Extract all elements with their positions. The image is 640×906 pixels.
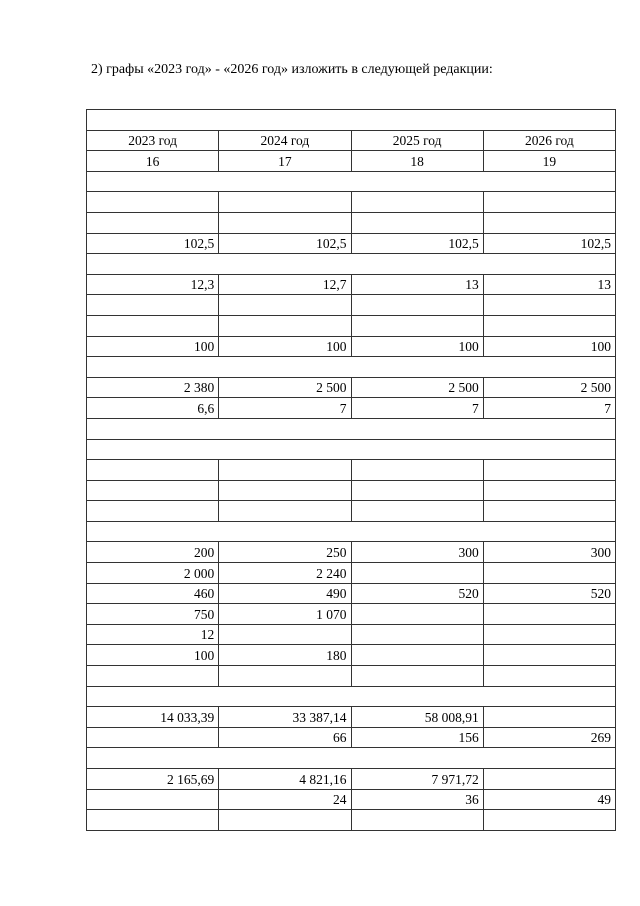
section-row bbox=[87, 521, 616, 542]
table-row bbox=[87, 398, 616, 419]
table-cell bbox=[351, 666, 483, 687]
header-2023: 2023 год bbox=[87, 130, 219, 151]
table-cell: 36 bbox=[351, 789, 483, 810]
section-row bbox=[87, 254, 616, 275]
table-row bbox=[87, 192, 616, 213]
table-cell: 102,5 bbox=[483, 233, 615, 254]
table-cell bbox=[87, 666, 219, 687]
table-cell: 300 bbox=[483, 542, 615, 563]
table-cell: 13 bbox=[483, 274, 615, 295]
table-cell: 12,3 bbox=[87, 274, 219, 295]
table-cell bbox=[483, 666, 615, 687]
table-cell bbox=[219, 192, 351, 213]
table-row bbox=[87, 707, 616, 728]
table-cell bbox=[219, 624, 351, 645]
table-row bbox=[87, 542, 616, 563]
table-cell bbox=[483, 563, 615, 584]
table-row bbox=[87, 336, 616, 357]
table-cell bbox=[87, 789, 219, 810]
table-cell bbox=[483, 810, 615, 831]
table-cell bbox=[219, 295, 351, 316]
table-row bbox=[87, 563, 616, 584]
table-cell: 13 bbox=[351, 274, 483, 295]
table-cell bbox=[87, 727, 219, 748]
table-cell: 2 000 bbox=[87, 563, 219, 584]
table-row bbox=[87, 583, 616, 604]
header-2026: 2026 год bbox=[483, 130, 615, 151]
table-cell: 490 bbox=[219, 583, 351, 604]
table-cell bbox=[87, 295, 219, 316]
section-row bbox=[87, 171, 616, 192]
section-row bbox=[87, 748, 616, 769]
table-cell bbox=[483, 212, 615, 233]
table-cell: 2 500 bbox=[219, 377, 351, 398]
table-cell: 7 bbox=[219, 398, 351, 419]
table-cell: 24 bbox=[219, 789, 351, 810]
section-cell bbox=[87, 748, 616, 769]
table-cell: 2 240 bbox=[219, 563, 351, 584]
table-cell bbox=[219, 480, 351, 501]
table-row bbox=[87, 295, 616, 316]
section-row bbox=[87, 686, 616, 707]
table-cell: 2 380 bbox=[87, 377, 219, 398]
table-cell: 100 bbox=[87, 336, 219, 357]
table-cell bbox=[219, 212, 351, 233]
table-row bbox=[87, 810, 616, 831]
table-row bbox=[87, 377, 616, 398]
table-row bbox=[87, 233, 616, 254]
table-cell bbox=[483, 315, 615, 336]
header-row bbox=[87, 130, 616, 151]
section-cell bbox=[87, 521, 616, 542]
table-cell: 58 008,91 bbox=[351, 707, 483, 728]
amendment-intro: 2) графы «2023 год» - «2026 год» изложить в следующей редакции: bbox=[91, 62, 493, 77]
table-cell bbox=[351, 624, 483, 645]
table-cell bbox=[351, 212, 483, 233]
table-cell: 180 bbox=[219, 645, 351, 666]
table-cell: 12,7 bbox=[219, 274, 351, 295]
section-cell bbox=[87, 686, 616, 707]
table-row bbox=[87, 727, 616, 748]
column-number: 18 bbox=[351, 151, 483, 172]
table-cell bbox=[483, 192, 615, 213]
table-cell bbox=[483, 769, 615, 790]
table-row bbox=[87, 315, 616, 336]
table-row bbox=[87, 460, 616, 481]
table-cell bbox=[219, 666, 351, 687]
table-cell bbox=[87, 192, 219, 213]
column-number: 16 bbox=[87, 151, 219, 172]
table-cell: 14 033,39 bbox=[87, 707, 219, 728]
table-cell bbox=[483, 624, 615, 645]
table-cell: 100 bbox=[351, 336, 483, 357]
table-row bbox=[87, 789, 616, 810]
table-cell: 7 bbox=[483, 398, 615, 419]
table-body bbox=[87, 110, 616, 831]
table-cell bbox=[351, 604, 483, 625]
table-cell: 49 bbox=[483, 789, 615, 810]
table-cell bbox=[87, 810, 219, 831]
table-row bbox=[87, 624, 616, 645]
table-cell bbox=[483, 501, 615, 522]
table-cell: 2 500 bbox=[351, 377, 483, 398]
section-cell bbox=[87, 357, 616, 378]
table-cell: 156 bbox=[351, 727, 483, 748]
table-cell bbox=[87, 212, 219, 233]
table-top-row bbox=[87, 110, 616, 131]
table-cell: 460 bbox=[87, 583, 219, 604]
column-number-row bbox=[87, 151, 616, 172]
table-cell bbox=[87, 315, 219, 336]
table-cell bbox=[483, 645, 615, 666]
table-cell: 102,5 bbox=[351, 233, 483, 254]
table-cell: 102,5 bbox=[87, 233, 219, 254]
section-cell bbox=[87, 254, 616, 275]
column-number: 19 bbox=[483, 151, 615, 172]
indicators-table bbox=[86, 109, 616, 831]
table-cell bbox=[483, 480, 615, 501]
section-row bbox=[87, 357, 616, 378]
table-cell: 4 821,16 bbox=[219, 769, 351, 790]
table-row bbox=[87, 480, 616, 501]
table-cell bbox=[219, 460, 351, 481]
table-cell bbox=[483, 460, 615, 481]
table-row bbox=[87, 501, 616, 522]
table-row bbox=[87, 212, 616, 233]
section-cell bbox=[87, 418, 616, 439]
table-cell bbox=[351, 810, 483, 831]
table-cell bbox=[351, 192, 483, 213]
table-cell: 520 bbox=[351, 583, 483, 604]
header-2025: 2025 год bbox=[351, 130, 483, 151]
table-cell: 102,5 bbox=[219, 233, 351, 254]
table-cell: 7 bbox=[351, 398, 483, 419]
table-cell: 300 bbox=[351, 542, 483, 563]
table-cell: 100 bbox=[219, 336, 351, 357]
table-cell bbox=[351, 501, 483, 522]
table-cell: 750 bbox=[87, 604, 219, 625]
table-cell bbox=[483, 295, 615, 316]
table-cell bbox=[87, 501, 219, 522]
table-row bbox=[87, 645, 616, 666]
table-cell bbox=[351, 315, 483, 336]
table-cell bbox=[351, 645, 483, 666]
table-cell: 100 bbox=[87, 645, 219, 666]
table-cell: 33 387,14 bbox=[219, 707, 351, 728]
table-row bbox=[87, 666, 616, 687]
table-cell bbox=[87, 460, 219, 481]
column-number: 17 bbox=[219, 151, 351, 172]
table-cell: 269 bbox=[483, 727, 615, 748]
table-cell bbox=[351, 480, 483, 501]
section-row bbox=[87, 418, 616, 439]
table-cell bbox=[483, 604, 615, 625]
table-cell: 66 bbox=[219, 727, 351, 748]
table-top-cell bbox=[87, 110, 616, 131]
header-2024: 2024 год bbox=[219, 130, 351, 151]
table-cell: 100 bbox=[483, 336, 615, 357]
table-cell: 520 bbox=[483, 583, 615, 604]
section-row bbox=[87, 439, 616, 460]
table-cell bbox=[351, 295, 483, 316]
table-cell bbox=[219, 315, 351, 336]
table-row bbox=[87, 274, 616, 295]
table-cell bbox=[219, 810, 351, 831]
table-cell bbox=[351, 563, 483, 584]
table-cell: 6,6 bbox=[87, 398, 219, 419]
table-cell: 250 bbox=[219, 542, 351, 563]
table-cell: 2 500 bbox=[483, 377, 615, 398]
table-cell: 200 bbox=[87, 542, 219, 563]
table-cell bbox=[351, 460, 483, 481]
table-cell bbox=[219, 501, 351, 522]
section-cell bbox=[87, 171, 616, 192]
table-cell: 2 165,69 bbox=[87, 769, 219, 790]
table-cell: 7 971,72 bbox=[351, 769, 483, 790]
table-row bbox=[87, 769, 616, 790]
table-cell: 12 bbox=[87, 624, 219, 645]
table-row bbox=[87, 604, 616, 625]
table-cell bbox=[483, 707, 615, 728]
section-cell bbox=[87, 439, 616, 460]
table-cell bbox=[87, 480, 219, 501]
table-cell: 1 070 bbox=[219, 604, 351, 625]
